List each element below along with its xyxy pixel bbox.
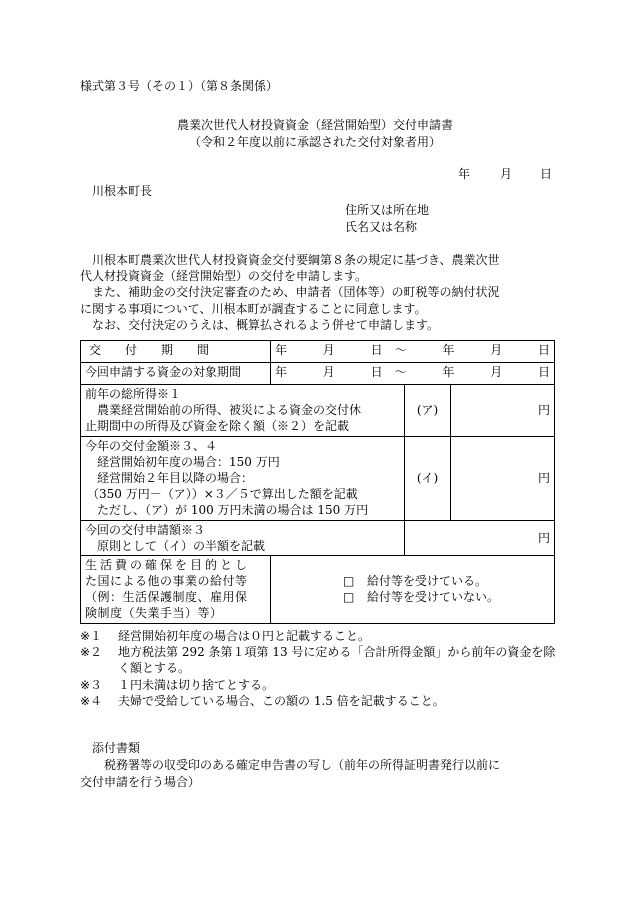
form-number: 様式第３号（その１）（第８条関係） xyxy=(80,79,279,93)
other-benefits-label-3: （例：生活保護制度、雇用保 xyxy=(85,590,248,605)
previous-income-amount-field[interactable] xyxy=(451,385,555,437)
application-amount-title: 今回の交付申請額※３ xyxy=(85,522,206,537)
note-3-key: ※３ xyxy=(80,677,103,692)
grant-amount-label xyxy=(81,436,405,520)
note-4-text: 夫婦で受給している場合、この額の 1.5 倍を記載すること。 xyxy=(118,693,445,708)
table-row-grant-period xyxy=(81,341,555,363)
previous-income-desc-1: 農業経営開始前の所得、被災による資金の交付休 xyxy=(97,403,362,418)
previous-income-code: (ア) xyxy=(405,385,451,437)
body-paragraph-1a: 川根本町農業次世代人材投資資金交付要綱第８条の規定に基づき、農業次世 xyxy=(92,253,500,267)
application-table xyxy=(80,340,555,624)
grant-amount-exception: ただし、（ア）が 100 万円未満の場合は 150 万円 xyxy=(97,503,369,518)
grant-period-end-year: 年 xyxy=(442,343,455,357)
other-benefits-label-4: 険制度（失業手当）等） xyxy=(85,606,223,621)
notes-list xyxy=(80,628,560,709)
body-paragraph-1b: 代人材投資資金（経営開始型）の交付を申請します。 xyxy=(80,269,368,284)
note-item xyxy=(80,628,560,644)
grant-period-start-month: 月 xyxy=(322,343,335,357)
grant-period-start-year: 年 xyxy=(275,343,288,357)
body-text xyxy=(80,252,555,333)
target-period-start-year: 年 xyxy=(275,365,288,379)
application-amount-label xyxy=(81,520,405,555)
note-item xyxy=(80,677,560,693)
table-row-application-amount xyxy=(81,520,555,555)
other-benefits-options xyxy=(271,555,555,623)
target-period-label: 今回申請する資金の対象期間 xyxy=(81,363,271,385)
date-month: 月 xyxy=(500,167,513,181)
note-item xyxy=(80,693,560,709)
applicant-name-label: 氏名又は名称 xyxy=(345,220,418,234)
checkbox-not-receiving[interactable]: □ xyxy=(343,590,355,605)
option-receiving[interactable] xyxy=(343,573,550,589)
body-paragraph-2a: また、補助金の交付決定審査のため、申請者（団体等）の町税等の納付状況 xyxy=(92,285,500,300)
note-4-key: ※４ xyxy=(80,693,103,708)
grant-amount-first-year: 経営開始初年度の場合：150 万円 xyxy=(97,454,280,469)
previous-income-label xyxy=(81,385,405,437)
target-period-value[interactable] xyxy=(271,363,555,385)
grant-period-end-day: 日 xyxy=(537,343,550,357)
body-paragraph-2b: に関する事項について、川根本町が調査することに同意します。 xyxy=(80,301,427,316)
addressee: 川根本町長 xyxy=(92,184,153,198)
option-receiving-label: 給付等を受けている。 xyxy=(367,574,488,589)
grant-amount-field[interactable] xyxy=(451,436,555,520)
table-row-other-benefits xyxy=(81,555,555,623)
grant-period-value[interactable] xyxy=(271,341,555,363)
attachments-line-1: 税務署等の収受印のある確定申告書の写し（前年の所得証明書発行以前に xyxy=(104,758,501,772)
grant-amount-code: (イ) xyxy=(405,436,451,520)
attachments-heading: 添付書類 xyxy=(92,741,141,755)
checkbox-receiving[interactable]: □ xyxy=(343,574,355,589)
other-benefits-label-2: た国による他の事業の給付等 xyxy=(85,574,248,589)
other-benefits-label-1: 生活費の確保を目的とし xyxy=(85,557,251,572)
table-row-target-period xyxy=(81,363,555,385)
applicant-address-label: 住所又は所在地 xyxy=(345,203,430,217)
note-3-text: １円未満は切り捨てとする。 xyxy=(118,677,275,692)
document-subtitle: （令和２年度以前に承認された交付対象者用） xyxy=(188,135,441,149)
application-amount-desc: 原則として（イ）の半額を記載 xyxy=(97,538,266,553)
other-benefits-label xyxy=(81,555,271,623)
grant-amount-formula: （350 万円－（ア））×３／５で算出した額を記載 xyxy=(87,487,358,502)
note-1-key: ※１ xyxy=(80,629,103,643)
previous-income-desc-2: 止期間中の所得及び資金を除く額（※２）を記載 xyxy=(85,419,350,434)
note-2-key: ※２ xyxy=(80,645,103,660)
target-period-end-day: 日 xyxy=(537,365,550,379)
previous-income-title: 前年の総所得※１ xyxy=(85,387,182,401)
application-amount-field[interactable] xyxy=(405,520,555,555)
grant-amount-title: 今年の交付金額※３、４ xyxy=(85,438,218,453)
previous-income-unit: 円 xyxy=(537,403,550,418)
table-row-grant-amount xyxy=(81,436,555,520)
target-period-end-year: 年 xyxy=(442,365,455,379)
table-row-previous-income xyxy=(81,385,555,437)
grant-period-label: 交 付 期 間 xyxy=(81,341,271,363)
option-not-receiving-label: 給付等を受けていない。 xyxy=(367,590,500,605)
grant-period-start-day: 日 ～ xyxy=(370,343,407,357)
date-day: 日 xyxy=(540,167,553,181)
target-period-end-month: 月 xyxy=(490,365,503,379)
target-period-start-day: 日 ～ xyxy=(370,365,407,379)
grant-period-end-month: 月 xyxy=(490,343,503,357)
note-item xyxy=(80,644,560,676)
grant-amount-unit: 円 xyxy=(537,470,550,485)
attachments-line-2: 交付申請を行う場合） xyxy=(80,775,201,789)
note-2-text: 地方税法第 292 条第１項第 13 号に定める「合計所得金額」から前年の資金を除く額とする。 xyxy=(118,645,556,676)
application-amount-unit: 円 xyxy=(537,530,550,545)
document-title: 農業次世代人材投資資金（経営開始型）交付申請書 xyxy=(176,118,453,132)
note-1-text: 経営開始初年度の場合は０円と記載すること。 xyxy=(118,629,371,643)
option-not-receiving[interactable] xyxy=(343,589,550,605)
body-paragraph-3: なお、交付決定のうえは、概算払されるよう併せて申請します。 xyxy=(92,317,440,332)
target-period-start-month: 月 xyxy=(322,365,335,379)
grant-amount-second-year: 経営開始２年目以降の場合： xyxy=(97,470,254,485)
date-year: 年 xyxy=(458,167,471,181)
